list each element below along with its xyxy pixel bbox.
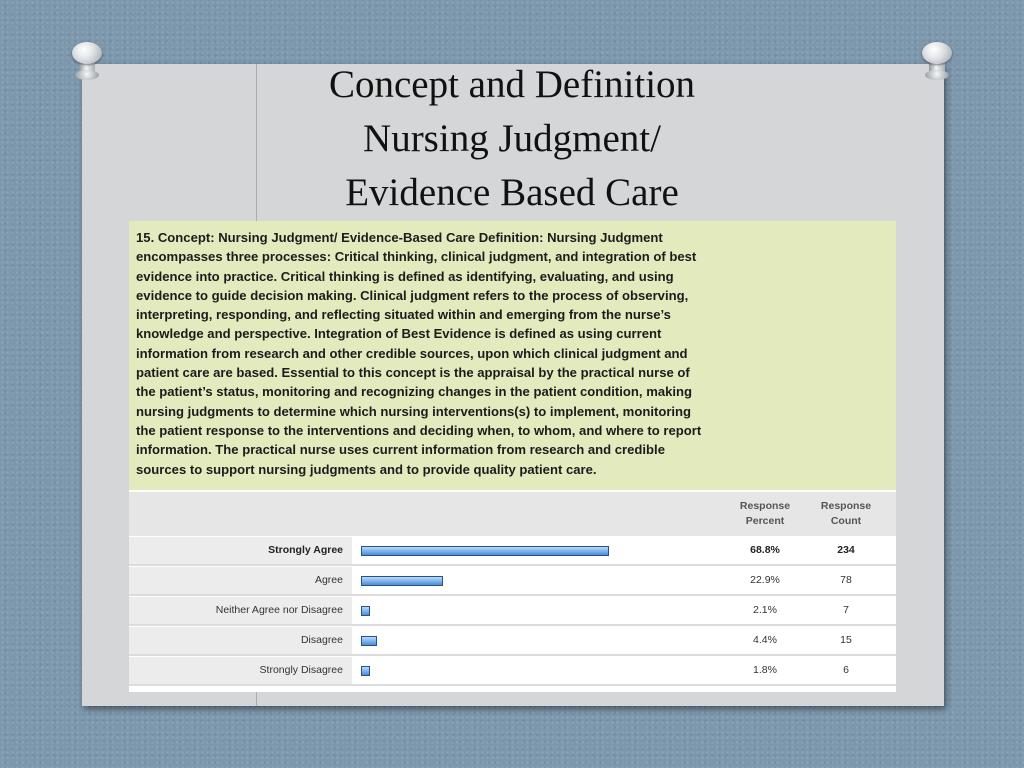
- title-line: Evidence Based Care: [345, 171, 679, 214]
- survey-screenshot: [129, 221, 896, 692]
- table-row: [129, 627, 896, 656]
- response-percent: 68.8%: [750, 544, 780, 556]
- response-bar: [361, 546, 609, 556]
- title-line: Nursing Judgment/: [363, 117, 661, 160]
- definition-line: encompasses three processes: Critical thinking, clinical judgment, and integration of best: [136, 249, 697, 265]
- table-row: [129, 567, 896, 596]
- pushpin-top-left-icon: [70, 42, 104, 82]
- response-percent: 2.1%: [753, 604, 777, 616]
- response-bar: [361, 606, 370, 616]
- response-count: 7: [843, 604, 849, 616]
- definition-line: information from research and other credible sources, upon which clinical judgment and: [136, 345, 688, 361]
- table-row: [129, 597, 896, 626]
- response-count-header: Response Count: [820, 500, 872, 527]
- table-header: [129, 492, 896, 536]
- concept-definition: [129, 221, 896, 490]
- definition-line: the patient’s status, monitoring and recognizing changes in the patient condition, making: [136, 384, 693, 400]
- category-label: Disagree: [129, 627, 352, 654]
- definition-line: interpreting, responding, and reflecting situated within and emerging from the nurse’s: [136, 307, 671, 323]
- category-label: Neither Agree nor Disagree: [129, 597, 352, 624]
- response-percent-header: Response Percent: [739, 500, 791, 527]
- response-bar: [361, 636, 377, 646]
- category-label: Agree: [129, 567, 352, 594]
- definition-line: evidence to guide decision making. Clinical judgment refers to the process of observing,: [136, 287, 689, 303]
- table-row: [129, 657, 896, 686]
- definition-line: sources to support nursing judgments and to provide quality patient care.: [136, 461, 597, 477]
- pushpin-top-right-icon: [920, 42, 954, 82]
- response-count: 234: [837, 544, 855, 556]
- definition-line: patient care are based. Essential to this concept is the appraisal by the practical nurse of: [136, 365, 690, 381]
- response-bar: [361, 576, 443, 586]
- definition-line: 15. Concept: Nursing Judgment/ Evidence-Based Care Definition: Nursing Judgment: [136, 230, 663, 245]
- response-percent: 1.8%: [753, 664, 777, 676]
- response-percent: 22.9%: [750, 574, 780, 586]
- category-label: Strongly Agree: [129, 537, 352, 564]
- category-label: Strongly Disagree: [129, 657, 352, 684]
- definition-line: the patient response to the interventions and deciding when, to whom, and where to report: [136, 422, 702, 438]
- definition-line: nursing judgments to determine which nursing interventions(s) to implement, monitoring: [136, 403, 692, 419]
- definition-line: information. The practical nurse uses current information from research and credible: [136, 442, 665, 458]
- slide-title: [262, 58, 762, 220]
- response-count: 78: [840, 574, 852, 586]
- title-line: Concept and Definition: [328, 63, 696, 106]
- table-row: [129, 537, 896, 566]
- response-count: 6: [843, 664, 849, 676]
- response-bar: [361, 666, 370, 676]
- response-count: 15: [840, 634, 852, 646]
- definition-line: knowledge and perspective. Integration of Best Evidence is defined as using current: [136, 326, 662, 342]
- response-percent: 4.4%: [753, 634, 777, 646]
- definition-line: evidence into practice. Critical thinking is defined as identifying, evaluating, and using: [136, 268, 674, 284]
